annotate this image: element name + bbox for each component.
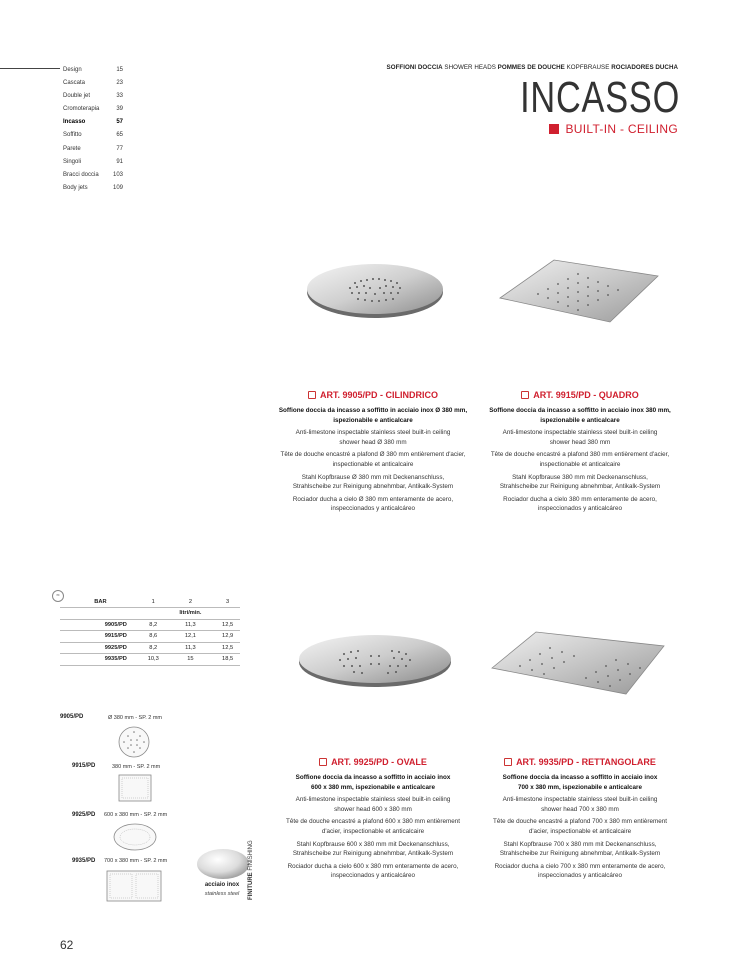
checkbox-icon: [521, 391, 529, 399]
subtitle: [549, 122, 678, 136]
product-desc-it: Soffione doccia da incasso a soffitto in acciaio inox 700 x 380 mm, ispezionabile e anticalcare: [502, 774, 658, 791]
product-desc-en: Anti-limestone inspectable stainless steel built-in ceiling shower head 700 x 380 mm: [502, 796, 658, 813]
product-desc-en: Anti-limestone inspectable stainless steel built-in ceiling shower head Ø 380 mm: [295, 429, 451, 446]
product-9935: [480, 757, 680, 884]
index-item-cascata[interactable]: Cascata 23: [63, 80, 123, 87]
finishing-label: FINITURE FINISHING: [248, 840, 254, 900]
product-desc-de: Stahl Kopfbrause Ø 380 mm mit Deckenanschluss, Strahlscheibe zur Reinigung abnehmbar, Antikalk-System: [292, 473, 454, 491]
diagram-code-9905: 9905/PD: [60, 714, 84, 720]
product-desc-es: Rociador ducha a cielo Ø 380 mm enteramente de acero, inspeccionados y anticalcáreo: [292, 495, 454, 513]
product-9925: [273, 757, 473, 884]
product-desc-es: Rociador ducha a cielo 700 x 380 mm enteramente de acero, inspeccionados y anticalcáreo: [494, 862, 666, 880]
diagram-dim-9925: 600 x 380 mm - SP. 2 mm: [104, 812, 168, 818]
product-desc-fr: Tête de douche encastré a plafond Ø 380 mm entièrement d'acier, inspectionable et anticalcaire: [280, 451, 466, 468]
product-desc-fr: Tête de douche encastré a plafond 600 x 380 mm entièrement d'acier, inspectionable et anticalcaire: [286, 818, 460, 835]
product-9905: [273, 390, 473, 517]
product-image-ovale: [296, 630, 454, 690]
page-subtitle: BUILT-IN - CEILING: [565, 122, 678, 136]
product-desc-it: Soffione doccia da incasso a soffitto in acciaio inox 380 mm, ispezionabile e anticalcare: [489, 407, 671, 424]
index-item-cromoterapia[interactable]: Cromoterapia 39: [63, 106, 123, 113]
category-header: SOFFIONI DOCCIA SHOWER HEADS POMMES DE DOUCHE KOPFBRAUSE ROCIADORES DUCHA: [386, 64, 678, 71]
table-header-row: BAR 1 2 3: [60, 596, 240, 608]
checkbox-icon: [504, 758, 512, 766]
product-desc-fr: Tête de douche encastré a plafond 700 x 380 mm entièrement d'acier, inspectionable et anticalcaire: [493, 818, 667, 835]
table-row: 9935/PD 10,3 15 18,5: [60, 654, 240, 666]
product-desc-es: Rociador ducha a cielo 600 x 380 mm enteramente de acero, inspeccionados y anticalcáreo: [287, 862, 459, 880]
index-item-incasso[interactable]: Incasso 57: [63, 119, 123, 126]
product-desc-en: Anti-limestone inspectable stainless steel built-in ceiling shower head 380 mm: [502, 429, 658, 446]
page-title: INCASSO: [520, 73, 680, 122]
catalog-index: [63, 64, 123, 195]
product-desc-en: Anti-limestone inspectable stainless steel built-in ceiling shower head 600 x 380 mm: [295, 796, 451, 813]
diagram-dim-9905: Ø 380 mm - SP. 2 mm: [108, 715, 162, 721]
diagram-code-9935: 9935/PD: [72, 858, 96, 864]
diagram-square: [118, 774, 152, 802]
index-item-bracci-doccia[interactable]: Bracci doccia 103: [63, 171, 123, 178]
table-unit-row: litri/min.: [60, 608, 240, 620]
diagram-rectangle: [106, 870, 162, 902]
product-desc-fr: Tête de douche encastré a plafond 380 mm entièrement d'acier, inspectionable et anticalcaire: [490, 451, 670, 468]
index-item-double-jet[interactable]: Double jet 33: [63, 93, 123, 100]
product-image-quadro: [498, 256, 660, 326]
product-desc-de: Stahl Kopfbrause 600 x 380 mm mit Deckenanschluss, Strahlscheibe zur Reinigung abnehmbar, Antikalk-System: [292, 840, 454, 858]
finishing-swatch: [196, 848, 250, 880]
checkbox-icon: [319, 758, 327, 766]
table-row: 9925/PD 8,2 11,3 12,5: [60, 642, 240, 654]
index-item-singoli[interactable]: Singoli 91: [63, 158, 123, 165]
product-title[interactable]: ART. 9915/PD - QUADRO: [480, 390, 680, 400]
index-item-soffitto[interactable]: Soffitto 65: [63, 132, 123, 139]
index-item-body-jets[interactable]: Body jets 109: [63, 184, 123, 191]
table-row: 9915/PD 8,6 12,1 12,9: [60, 631, 240, 643]
finishing-name: acciaio inox: [204, 882, 240, 888]
flow-rate-icon: ≈: [52, 590, 64, 602]
diagram-dim-9935: 700 x 380 mm - SP. 2 mm: [104, 858, 168, 864]
red-square-icon: [549, 124, 559, 134]
product-desc-de: Stahl Kopfbrause 700 x 380 mm mit Deckenanschluss, Strahlscheibe zur Reinigung abnehmbar, Antikalk-System: [499, 840, 661, 858]
product-title[interactable]: ART. 9905/PD - CILINDRICO: [273, 390, 473, 400]
product-desc-de: Stahl Kopfbrause 380 mm mit Deckenanschluss, Strahlscheibe zur Reinigung abnehmbar, Antikalk-System: [499, 473, 661, 491]
product-title[interactable]: ART. 9925/PD - OVALE: [273, 757, 473, 767]
finishing-subtitle: stainless steel: [204, 891, 240, 897]
product-9915: [480, 390, 680, 517]
diagram-code-9925: 9925/PD: [72, 812, 96, 818]
index-item-parete[interactable]: Parete 77: [63, 145, 123, 152]
page-number: 62: [60, 938, 74, 952]
index-line: [0, 68, 60, 69]
diagram-code-9915: 9915/PD: [72, 763, 96, 769]
product-image-cilindrico: [300, 258, 450, 322]
table-row: 9905/PD 8,2 11,3 12,5: [60, 619, 240, 631]
index-item-design[interactable]: Design 15: [63, 67, 123, 73]
product-image-rettangolare: [490, 628, 666, 698]
diagram-dim-9915: 380 mm - SP. 2 mm: [112, 764, 161, 770]
flow-rate-table: [60, 596, 240, 666]
checkbox-icon: [308, 391, 316, 399]
product-title[interactable]: ART. 9935/PD - RETTANGOLARE: [480, 757, 680, 767]
product-desc-it: Soffione doccia da incasso a soffitto in acciaio inox 600 x 380 mm, ispezionabile e anticalcare: [295, 774, 451, 791]
diagram-oval: [112, 822, 158, 852]
diagram-round: [118, 726, 150, 758]
product-desc-it: Soffione doccia da incasso a soffitto in acciaio inox Ø 380 mm, ispezionabile e anticalcare: [278, 407, 468, 424]
product-desc-es: Rociador ducha a cielo 380 mm enteramente de acero, inspeccionados y anticalcáreo: [503, 495, 657, 513]
